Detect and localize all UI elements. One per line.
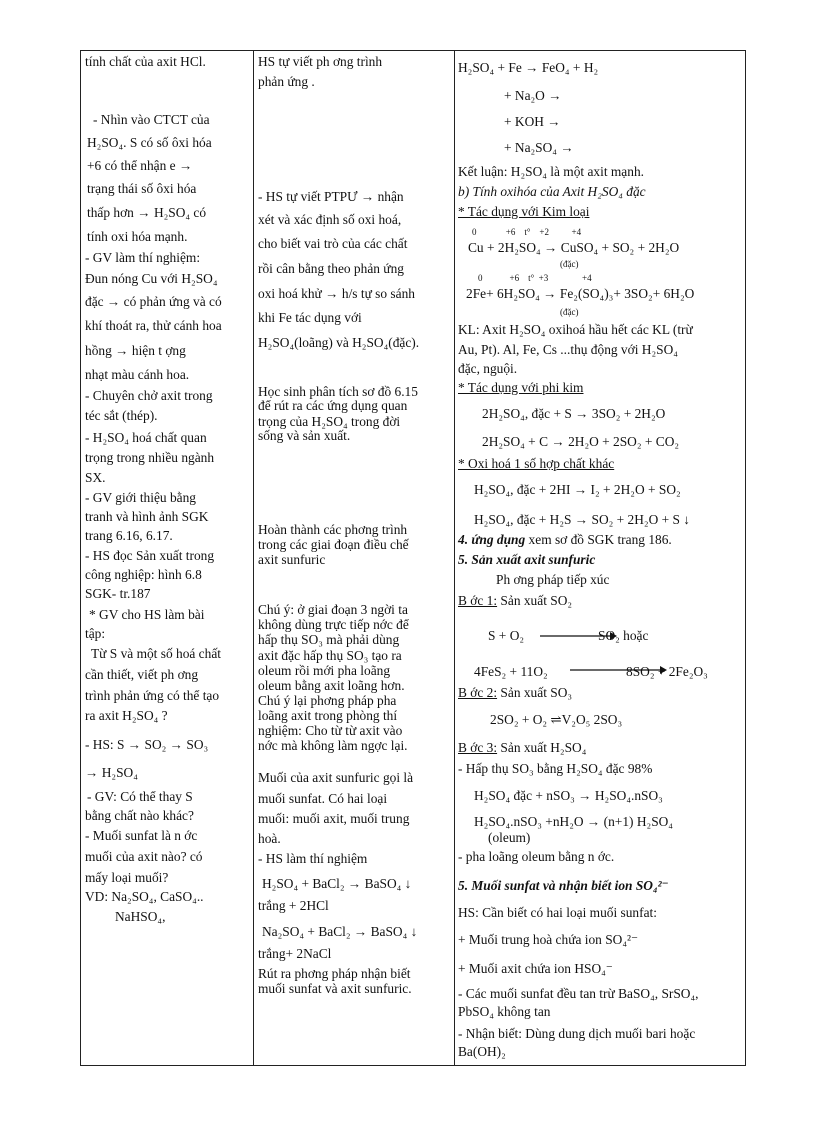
subheading: * Tác dụng với phi kim bbox=[458, 380, 584, 395]
text-line: trọng của H₂SO₄ trong đời bbox=[258, 414, 401, 429]
text-line: khi Fe tác dụng với bbox=[258, 310, 362, 325]
text-line: - Nhận biết: Dùng dung dịch muối bari hoặc bbox=[458, 1026, 696, 1041]
text-line: Học sinh phân tích sơ đồ 6.15 bbox=[258, 384, 418, 399]
text-line: hoà. bbox=[258, 831, 281, 846]
text-line: VD: Na₂SO₄, CaSO₄.. bbox=[85, 889, 204, 904]
text-line: +6 có thể nhận e → bbox=[87, 158, 193, 173]
text-line: - HS tự viết PTPƯ → nhận bbox=[258, 189, 404, 204]
text-line: không dùng trực tiếp nớc để bbox=[258, 617, 409, 632]
equation: H₂SO₄, đặc + 2HI → I₂ + 2H₂O + SO₂ bbox=[474, 482, 681, 497]
text-line: đặc, nguội. bbox=[458, 361, 518, 376]
text-line: - H₂SO₄ hoá chất quan bbox=[85, 430, 207, 445]
text-line: - HS làm thí nghiệm bbox=[258, 851, 368, 866]
equation: H₂SO₄ + Fe → FeO₄ + H₂ bbox=[458, 60, 599, 75]
text-line: H₂SO₄ + BaCl₂ → BaSO₄ ↓ bbox=[262, 876, 412, 891]
text-line: nghiệm: Cho từ từ axit vào bbox=[258, 723, 403, 738]
oxidation-numbers: 0 +6 t° +2 +4 bbox=[472, 227, 582, 237]
text-line: Na₂SO₄ + BaCl₂ → BaSO₄ ↓ bbox=[262, 924, 418, 939]
equation: SO₂ hoặc bbox=[598, 628, 649, 643]
text-line: nớc mà không làm ngợc lại. bbox=[258, 738, 408, 753]
text-line: Chú ý: ở giai đoạn 3 ngời ta bbox=[258, 602, 408, 617]
text-line: Chú ý lại phơng pháp pha bbox=[258, 693, 397, 708]
text-line: công nghiệp: hình 6.8 bbox=[85, 567, 202, 582]
condition-label: (đặc) bbox=[560, 259, 579, 269]
text-line: trắng+ 2NaCl bbox=[258, 946, 332, 961]
teacher-activity-column bbox=[85, 51, 251, 1065]
text-line: để rút ra các ứng dụng quan bbox=[258, 398, 408, 413]
text-line: tranh và hình ảnh SGK bbox=[85, 509, 209, 524]
equation: + Na₂O → bbox=[504, 88, 562, 103]
text-line: oxi hoá khử → h/s tự so sánh bbox=[258, 286, 415, 301]
text-line: HS: Cần biết có hai loại muối sunfat: bbox=[458, 905, 657, 920]
text-line: Sản xuất SO₃ bbox=[497, 685, 573, 700]
text-line: trọng trong nhiều ngành bbox=[85, 450, 215, 465]
text-line: téc sắt (thép). bbox=[85, 408, 158, 423]
text-line: loãng axit trong phòng thí bbox=[258, 708, 398, 723]
text-line: Ph ơng pháp tiếp xúc bbox=[496, 572, 610, 587]
text-line: + Muối trung hoà chứa ion SO₄²⁻ bbox=[458, 932, 639, 947]
equation: + Na₂SO₄ → bbox=[504, 140, 574, 155]
equation: Cu + 2H₂SO₄ → CuSO₄ + SO₂ + 2H₂O bbox=[468, 240, 680, 255]
step-label: B ớc 3: bbox=[458, 740, 498, 755]
text-line: phản ứng . bbox=[258, 74, 315, 89]
equation: H₂SO₄ đặc + nSO₃ → H₂SO₄.nSO₃ bbox=[474, 788, 663, 803]
text-line: Sản xuất SO₂ bbox=[497, 593, 573, 608]
text-line: trình phản ứng có thể tạo bbox=[85, 688, 220, 703]
text-line: NaHSO₄, bbox=[115, 909, 166, 924]
text-line: Rút ra phơng pháp nhận biết bbox=[258, 966, 411, 981]
text-line: trạng thái số ôxi hóa bbox=[87, 181, 197, 196]
text-line: rồi cân bằng theo phản ứng bbox=[258, 261, 404, 276]
text-line: trang 6.16, 6.17. bbox=[85, 528, 173, 543]
text-line: trắng + 2HCl bbox=[258, 898, 329, 913]
text-line: - HS đọc Sản xuất trong bbox=[85, 548, 215, 563]
section-heading: 4. ứng dụng bbox=[458, 532, 526, 547]
text-line: tập: bbox=[85, 626, 106, 641]
text-line: H₂SO₄. S có số ôxi hóa bbox=[87, 135, 212, 150]
text-line: thấp hơn → H₂SO₄ có bbox=[87, 205, 207, 220]
equation: H₂SO₄.nSO₃ +nH₂O → (n+1) H₂SO₄ bbox=[474, 814, 673, 829]
text-line: KL: Axit H₂SO₄ oxihoá hầu hết các KL (trừ bbox=[458, 322, 693, 337]
lesson-table bbox=[80, 50, 746, 1066]
text-line: Ba(OH)₂ bbox=[458, 1044, 506, 1059]
text-line: + Muối axit chứa ion HSO₄⁻ bbox=[458, 961, 613, 976]
text-line: - Muối sunfat là n ớc bbox=[85, 828, 198, 843]
column-divider bbox=[454, 51, 455, 1065]
equation: S + O₂ bbox=[488, 628, 525, 643]
text-line: Au, Pt). Al, Fe, Cs ...thụ động với H₂SO₄ bbox=[458, 342, 678, 357]
text-line: cho biết vai trò của các chất bbox=[258, 236, 408, 251]
text-line: ra axit H₂SO₄ ? bbox=[85, 708, 168, 723]
section-heading: 5. Sản xuất axit sunfuric bbox=[458, 552, 596, 567]
text-line: SGK- tr.187 bbox=[85, 586, 151, 601]
text-line: SX. bbox=[85, 470, 106, 485]
text-line: Sản xuất H₂SO₄ bbox=[497, 740, 587, 755]
text-line: axit đặc hấp thụ SO₃ tạo ra bbox=[258, 648, 402, 663]
condition-label: (oleum) bbox=[488, 830, 531, 845]
condition-label: (đặc) bbox=[560, 307, 579, 317]
equation: 2Fe+ 6H₂SO₄ → Fe₂(SO₄)₃+ 3SO₂+ 6H₂O bbox=[466, 286, 695, 301]
equation: + KOH → bbox=[504, 114, 561, 129]
text-line: - GV: Có thể thay S bbox=[87, 789, 193, 804]
text-line: khí thoát ra, thử cánh hoa bbox=[85, 318, 222, 333]
text-line: muối sunfat. Có hai loại bbox=[258, 791, 388, 806]
text-line: đặc → có phản ứng và có bbox=[85, 294, 222, 309]
text-line: Từ S và một số hoá chất bbox=[91, 646, 221, 661]
text-line: oleum bằng axit loãng hơn. bbox=[258, 678, 405, 693]
text-line: - Nhìn vào CTCT của bbox=[93, 112, 210, 127]
text-line: - Hấp thụ SO₃ bằng H₂SO₄ đặc 98% bbox=[458, 761, 653, 776]
text-line: hấp thụ SO₃ mà phải dùng bbox=[258, 632, 400, 647]
equation: H₂SO₄, đặc + H₂S → SO₂ + 2H₂O + S ↓ bbox=[474, 512, 690, 527]
text-line: axit sunfuric bbox=[258, 552, 326, 567]
text-line: muối sunfat và axit sunfuric. bbox=[258, 981, 412, 996]
lesson-content-column bbox=[458, 51, 744, 1065]
equation: 4FeS₂ + 11O₂ bbox=[474, 664, 548, 679]
text-line: - Các muối sunfat đều tan trừ BaSO₄, SrSO₄, bbox=[458, 986, 699, 1001]
text-line: → H₂SO₄ bbox=[85, 765, 138, 780]
equation: 2H₂SO₄, đặc + S → 3SO₂ + 2H₂O bbox=[482, 406, 666, 421]
text-line: oleum rồi mới pha loãng bbox=[258, 663, 391, 678]
subheading: * Tác dụng với Kim loại bbox=[458, 204, 590, 219]
text-line: Hoàn thành các phơng trình bbox=[258, 522, 408, 537]
text-line: - pha loãng oleum bằng n ớc. bbox=[458, 849, 615, 864]
equation: 2H₂SO₄ + C → 2H₂O + 2SO₂ + CO₂ bbox=[482, 434, 680, 449]
text-line: nhạt màu cánh hoa. bbox=[85, 367, 190, 382]
text-line: tính oxi hóa mạnh. bbox=[87, 229, 188, 244]
oxidation-numbers: 0 +6 t° +3 +4 bbox=[478, 273, 592, 283]
text-line: Kết luận: H₂SO₄ là một axit mạnh. bbox=[458, 164, 644, 179]
text-line: H₂SO₄(loãng) và H₂SO₄(đặc). bbox=[258, 335, 420, 350]
text-line: hồng → hiện t ợng bbox=[85, 343, 186, 358]
step-label: B ớc 1: bbox=[458, 593, 498, 608]
student-activity-column bbox=[258, 51, 452, 1065]
equation: 8SO₂ + 2Fe₂O₃ bbox=[626, 664, 708, 679]
text-line: trong các giai đoạn điều chế bbox=[258, 537, 409, 552]
text-line: xét và xác định số oxi hoá, bbox=[258, 212, 402, 227]
text-line: - Chuyên chở axit trong bbox=[85, 388, 213, 403]
section-heading: b) Tính oxihóa của Axit H₂SO₄ đặc bbox=[458, 184, 646, 199]
text-line: HS tự viết ph ơng trình bbox=[258, 54, 383, 69]
text-line: muối: muối axit, muối trung bbox=[258, 811, 410, 826]
subheading: * Oxi hoá 1 số hợp chất khác bbox=[458, 456, 615, 471]
text-line: bằng chất nào khác? bbox=[85, 808, 194, 823]
text-line: Đun nóng Cu với H₂SO₄ bbox=[85, 271, 218, 286]
equation: 2SO₂ + O₂ ⇌V₂O₅ 2SO₃ bbox=[490, 712, 623, 727]
text-line: sống và sản xuất. bbox=[258, 428, 351, 443]
text-line: * GV cho HS làm bài bbox=[89, 607, 205, 622]
text-line: Muối của axit sunfuric gọi là bbox=[258, 770, 414, 785]
text-line: - HS: S → SO₂ → SO₃ bbox=[85, 737, 209, 752]
text-line: PbSO₄ không tan bbox=[458, 1004, 551, 1019]
text-line: - GV làm thí nghiệm: bbox=[85, 250, 201, 265]
column-divider bbox=[253, 51, 254, 1065]
text-line: muối của axit nào? có bbox=[85, 849, 203, 864]
section-heading: 5. Muối sunfat và nhận biết ion SO₄²⁻ bbox=[458, 878, 669, 893]
text-line: mấy loại muối? bbox=[85, 870, 169, 885]
text-line: tính chất của axit HCl. bbox=[85, 54, 206, 69]
text-line: cần thiết, viết ph ơng bbox=[85, 667, 199, 682]
step-label: B ớc 2: bbox=[458, 685, 498, 700]
text-line: xem sơ đồ SGK trang 186. bbox=[525, 532, 672, 547]
text-line: - GV giới thiệu bằng bbox=[85, 490, 196, 505]
